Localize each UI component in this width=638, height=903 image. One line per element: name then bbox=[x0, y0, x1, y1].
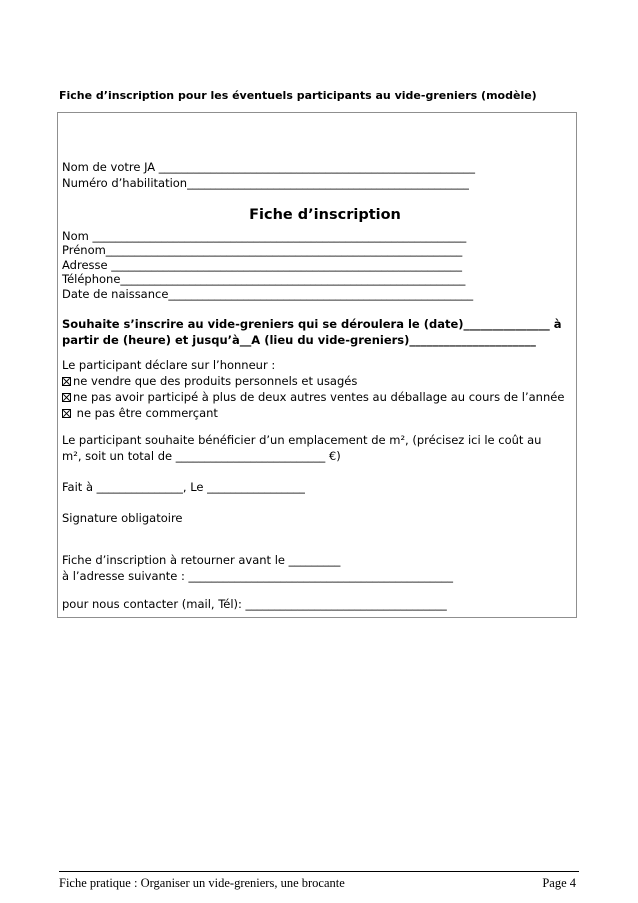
checkbox-row-1 bbox=[62, 374, 357, 388]
signature-label: Signature obligatoire bbox=[62, 511, 183, 525]
checked-box-icon[interactable] bbox=[62, 409, 71, 418]
declare-text: Le participant déclare sur l’honneur : bbox=[62, 358, 276, 372]
retour-line-1: Fiche d’inscription à retourner avant le _________ bbox=[62, 553, 341, 567]
checkbox-label-2: ne pas avoir participé à plus de deux autres ventes au déballage au cours de l’année bbox=[73, 390, 565, 404]
nom-line: Nom _________________________________________________________________ bbox=[62, 229, 467, 243]
souhaite-line-2: partir de (heure) et jusqu’à__A (lieu du vide-greniers)______________________ bbox=[62, 333, 536, 347]
telephone-line: Téléphone____________________________________________________________ bbox=[62, 272, 466, 286]
fait-line: Fait à _______________, Le _________________ bbox=[62, 480, 305, 494]
retour-line-2: à l’adresse suivante : ______________________________________________ bbox=[62, 569, 454, 583]
checkbox-row-3 bbox=[62, 406, 218, 420]
emplacement-line-2: m², soit un total de __________________________ €) bbox=[62, 449, 341, 463]
habilitation-line: Numéro d’habilitation_________________________________________________ bbox=[62, 176, 469, 190]
page-number: Page 4 bbox=[542, 876, 576, 890]
ja-line: Nom de votre JA _______________________________________________________ bbox=[62, 160, 476, 174]
checked-box-icon[interactable] bbox=[62, 393, 71, 402]
footer-rule bbox=[59, 871, 579, 872]
page-heading: Fiche d’inscription pour les éventuels participants au vide-greniers (modèle) bbox=[59, 89, 537, 102]
form-title: Fiche d’inscription bbox=[249, 207, 401, 223]
checkbox-label-3: ne pas être commerçant bbox=[73, 406, 218, 420]
contact-line: pour nous contacter (mail, Tél): ___________________________________ bbox=[62, 597, 447, 611]
checkbox-row-2 bbox=[62, 390, 564, 404]
footer-title: Fiche pratique : Organiser un vide-greniers, une brocante bbox=[59, 876, 345, 890]
emplacement-line-1: Le participant souhaite bénéficier d’un emplacement de m², (précisez ici le coût au bbox=[62, 433, 542, 447]
prenom-line: Prénom______________________________________________________________ bbox=[62, 243, 463, 257]
naissance-line: Date de naissance_____________________________________________________ bbox=[62, 287, 474, 301]
adresse-line: Adresse _____________________________________________________________ bbox=[62, 258, 462, 272]
checked-box-icon[interactable] bbox=[62, 377, 71, 386]
checkbox-label-1: ne vendre que des produits personnels et usagés bbox=[73, 374, 358, 388]
souhaite-line-1: Souhaite s’inscrire au vide-greniers qui se déroulera le (date)_______________ à bbox=[62, 317, 562, 331]
